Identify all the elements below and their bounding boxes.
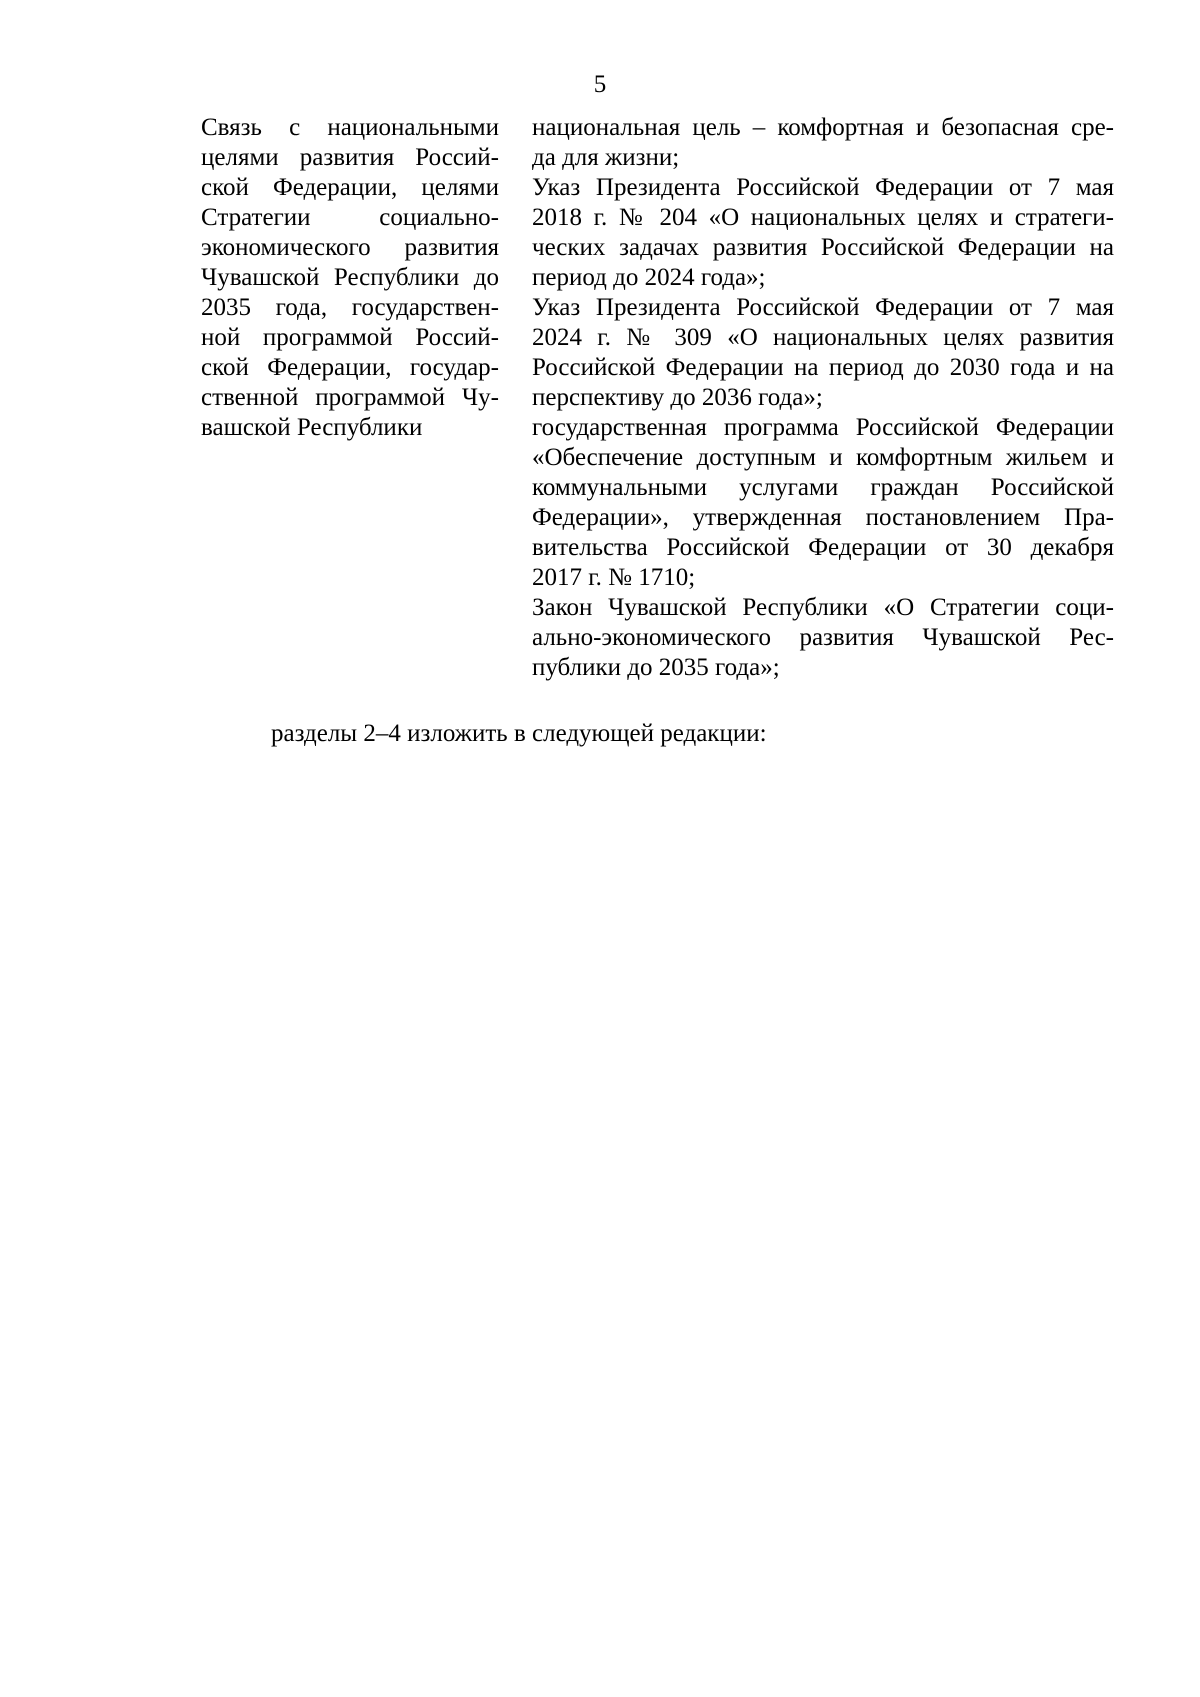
label-line: ской Федерации, государ-: [201, 354, 499, 381]
value-line: ально-экономического развития Чувашской Рес-: [532, 624, 1114, 651]
value-line: государственная программа Российской Федерации: [532, 414, 1114, 441]
table-row-label-cell: [201, 113, 499, 443]
label-line: вашской Республики: [201, 414, 423, 441]
value-line: публики до 2035 года»;: [532, 654, 780, 681]
table-row-value-cell: [532, 113, 1114, 683]
value-line: вительства Российской Федерации от 30 декабря: [532, 534, 1114, 561]
value-line: ческих задачах развития Российской Федерации на: [532, 234, 1114, 261]
value-line: 2024 г. № 309 «О национальных целях развития: [532, 324, 1114, 351]
value-line: Указ Президента Российской Федерации от 7 мая: [532, 174, 1114, 201]
label-line: экономического развития: [201, 234, 499, 261]
label-line: 2035 года, государствен-: [201, 294, 499, 321]
value-paragraph-national-goal: [532, 113, 1114, 173]
value-line: да для жизни;: [532, 144, 680, 171]
value-line: Указ Президента Российской Федерации от 7 мая: [532, 294, 1114, 321]
value-line: коммунальными услугами граждан Российской: [532, 474, 1114, 501]
value-line: 2018 г. № 204 «О национальных целях и стратеги-: [532, 204, 1114, 231]
value-paragraph-decree-2024: [532, 293, 1114, 413]
label-line: ской Федерации, целями: [201, 174, 499, 201]
label-line: Стратегии социально-: [201, 204, 499, 231]
label-line: ной программой Россий-: [201, 324, 499, 351]
label-line: ственной программой Чу-: [201, 384, 499, 411]
label-line: Чувашской Республики до: [201, 264, 499, 291]
value-paragraph-state-program: [532, 413, 1114, 593]
value-line: «Обеспечение доступным и комфортным жильем и: [532, 444, 1114, 471]
label-line: Связь с национальными: [201, 114, 499, 141]
value-paragraph-decree-2018: [532, 173, 1114, 293]
value-line: Федерации», утвержденная постановлением Пра-: [532, 504, 1114, 531]
value-line: период до 2024 года»;: [532, 264, 766, 291]
value-line: 2017 г. № 1710;: [532, 564, 696, 591]
closing-instruction: разделы 2–4 изложить в следующей редакции:: [271, 720, 767, 747]
page-number: 5: [593, 71, 607, 98]
value-line: перспективу до 2036 года»;: [532, 384, 823, 411]
value-paragraph-chuvash-law: [532, 593, 1114, 683]
value-line: национальная цель – комфортная и безопасная сре-: [532, 114, 1114, 141]
label-line: целями развития Россий-: [201, 144, 499, 171]
value-line: Российской Федерации на период до 2030 года и на: [532, 354, 1114, 381]
value-line: Закон Чувашской Республики «О Стратегии соци-: [532, 594, 1114, 621]
